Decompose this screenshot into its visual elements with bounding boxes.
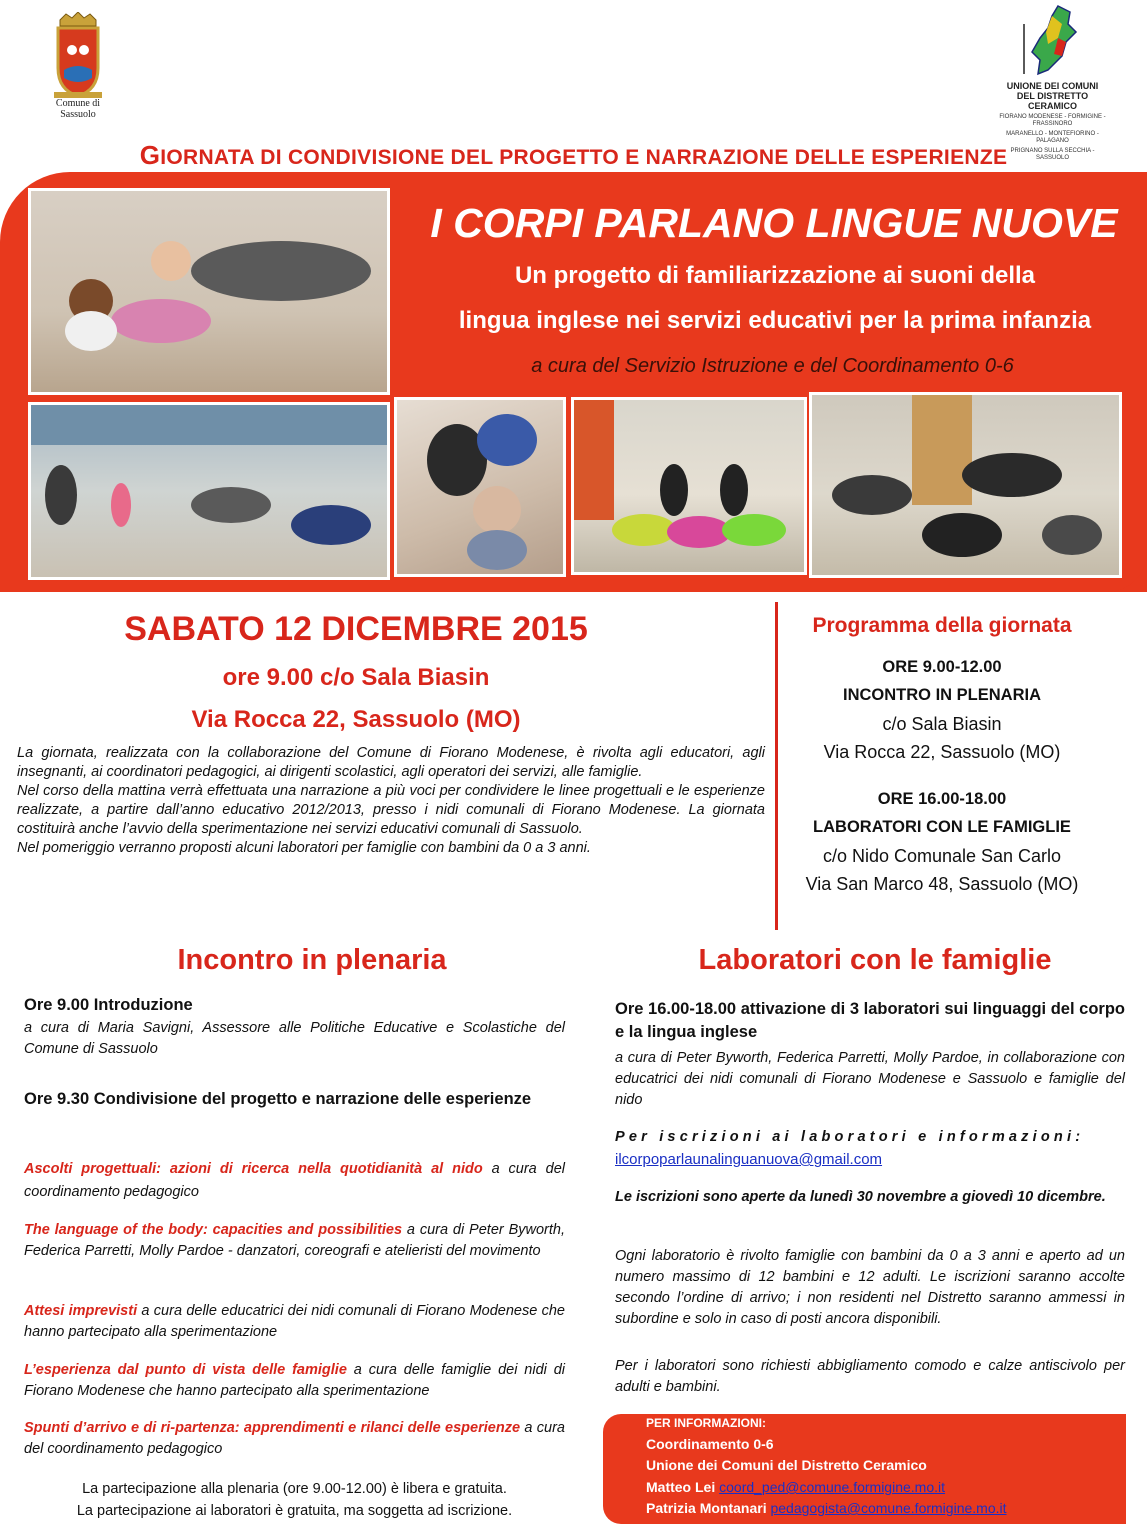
contact-email-link[interactable]: pedagogista@comune.formigine.mo.it [770, 1500, 1007, 1516]
contacts-label: PER INFORMAZIONI: [646, 1416, 766, 1430]
unione-towns-3: PRIGNANO SULLA SECCHIA - SASSUOLO [1010, 148, 1095, 161]
programma-b-time: ORE 16.00-18.00 [877, 790, 1007, 808]
contact-name: Matteo Lei [646, 1479, 716, 1495]
item-title: L’esperienza dal punto di vista delle famiglie [24, 1362, 347, 1378]
banner-cura: a cura del Servizio Istruzione e del Coordinamento 0-6 [531, 355, 1014, 377]
event-time-place: ore 9.00 c/o Sala Biasin [222, 664, 490, 691]
plenaria-item [24, 1418, 565, 1460]
map-region-icon [1018, 4, 1088, 76]
contacts-org-1: Coordinamento 0-6 [646, 1436, 774, 1452]
crest-caption-2: Sassuolo [60, 109, 96, 120]
subtitle-line-2: lingua inglese nei servizi educativi per la prima infanzia [458, 307, 1092, 334]
unione-line1: UNIONE DEI COMUNI [1006, 81, 1099, 91]
subtitle-line-1: Un progetto di familiarizzazione ai suoni della [514, 262, 1036, 289]
programma-b-place: c/o Nido Comunale San Carlo [822, 846, 1062, 866]
main-title: I CORPI PARLANO LINGUE NUOVE [430, 200, 1118, 246]
laboratori-dress: Per i laboratori sono richiesti abbigliamento comodo e calze antiscivolo per adulti e bambini. [615, 1358, 1125, 1395]
unione-logo [995, 4, 1110, 162]
plenaria-cond-title: Ore 9.30 Condivisione del progetto e narrazione delle esperienze [24, 1090, 532, 1108]
tagline-rest: IORNATA DI CONDIVISIONE DEL PROGETTO E NARRAZIONE DELLE ESPERIENZE [160, 146, 1008, 169]
plenaria-heading: Incontro in plenaria [177, 944, 447, 976]
programma-b-address: Via San Marco 48, Sassuolo (MO) [805, 874, 1079, 894]
programma-a-address: Via Rocca 22, Sassuolo (MO) [823, 742, 1061, 762]
programma-a-title: INCONTRO IN PLENARIA [843, 686, 1041, 704]
plenaria-item [24, 1158, 565, 1204]
item-title: Attesi imprevisti [24, 1303, 138, 1319]
intro-paragraph: La giornata, realizzata con la collaborazione del Comune di Fiorano Modenese, è rivolta agli educatori, agli insegnanti, ai coordinatori pedagogici, ai dirigenti scolastici, agli operatori dei servizi, alle famiglie. [17, 745, 765, 780]
item-by: a cura delle famiglie dei nidi di Fiorano Modenese che hanno partecipato alla sperimentazione [24, 1362, 565, 1399]
intro-paragraph: Nel corso della mattina verrà effettuata una narrazione a più voci per condividere le linee progettuali e le esperienze realizzate, a partire dall’anno educativo 2012/2013, presso i nidi comunali di Fiorano Modenese. La giornata costituirà anche l’avvio della sperimentazione nei servizi educativi comunali di Sassuolo. [17, 783, 765, 837]
crest-caption-1: Comune di [55, 98, 101, 109]
intro-paragraph: Nel pomeriggio verranno proposti alcuni laboratori per famiglie con bambini da 0 a 3 anni. [17, 840, 591, 856]
item-by: a cura delle educatrici dei nidi comunali di Fiorano Modenese che hanno partecipato alla sperimentazione [24, 1303, 565, 1340]
programma-a-time: ORE 9.00-12.00 [882, 658, 1002, 676]
plenaria-intro-by: a cura di Maria Savigni, Assessore alle Politiche Educative e Scolastiche del Comune di Sassuolo [24, 1020, 565, 1057]
footer-line-2: La partecipazione ai laboratori è gratuita, ma soggetta ad iscrizione. [76, 1503, 513, 1519]
laboratori-by: a cura di Peter Byworth, Federica Parretti, Molly Pardoe, in collaborazione con educatrici dei nidi comunali di Fiorano Modenese e Sassuolo e famiglie del nido [615, 1050, 1125, 1108]
laboratori-info: Ogni laboratorio è rivolto famiglie con bambini da 0 a 3 anni e aperto ad un numero massimo di 12 bambini e 12 adulti. Le iscrizioni saranno accolte secondo l’ordine di arrivo; i non residenti nel Distretto saranno ammessi in subordine e solo in caso di posti ancora disponibili. [615, 1248, 1125, 1327]
programma-a-place: c/o Sala Biasin [882, 714, 1002, 734]
plenaria-item [24, 1360, 565, 1402]
iscrizioni-email-link[interactable]: ilcorpoparlaunalinguanuova@gmail.com [615, 1151, 883, 1168]
contacts-box [603, 1414, 1126, 1524]
divider [775, 602, 778, 930]
event-date: SABATO 12 DICEMBRE 2015 [124, 610, 588, 648]
contact-email-link[interactable]: coord_ped@comune.formigine.mo.it [719, 1479, 946, 1495]
contact-name: Patrizia Montanari [646, 1500, 767, 1516]
programma-title: Programma della giornata [812, 614, 1072, 637]
photo-adults-hugging-child [394, 397, 566, 577]
plenaria-intro-title: Ore 9.00 Introduzione [24, 996, 193, 1014]
event-intro [17, 744, 765, 858]
photo-dancers-on-poufs [571, 397, 807, 575]
footer-line-1: La partecipazione alla plenaria (ore 9.00-12.00) è libera e gratuita. [82, 1481, 507, 1497]
programma-b-title: LABORATORI CON LE FAMIGLIE [813, 818, 1071, 836]
crest-icon [50, 12, 106, 98]
contacts-org-2: Unione dei Comuni del Distretto Ceramico [646, 1457, 927, 1473]
item-title: Ascolti progettuali: azioni di ricerca nella quotidianità al nido [24, 1161, 483, 1177]
unione-towns-2: MARANELLO - MONTEFIORINO - PALAGANO [1006, 131, 1099, 144]
photo-group-bending [809, 392, 1122, 578]
plenaria-item [24, 1301, 565, 1343]
item-by: a cura di Peter Byworth, Federica Parretti, Molly Pardoe - danzatori, coreografi e atelieristi del movimento [24, 1222, 565, 1259]
event-tagline [0, 140, 1147, 171]
tagline-initial: G [139, 140, 161, 170]
unione-line2: DEL DISTRETTO [1016, 91, 1089, 101]
iscrizioni-dates: Le iscrizioni sono aperte da lunedì 30 novembre a giovedì 10 dicembre. [615, 1189, 1106, 1205]
unione-line3: CERAMICO [1028, 101, 1077, 111]
laboratori-heading: Laboratori con le famiglie [698, 944, 1052, 976]
iscrizioni-label: Per iscrizioni ai laboratori e informazioni: [615, 1129, 1085, 1145]
item-title: The language of the body: capacities and possibilities [24, 1222, 403, 1238]
item-by: a cura del coordinamento pedagogico [24, 1420, 565, 1457]
photo-children-gym [28, 402, 390, 580]
laboratori-title: Ore 16.00-18.00 attivazione di 3 laboratori sui linguaggi del corpo e la lingua inglese [615, 1000, 1125, 1041]
photo-crawling-adult-children [28, 188, 390, 395]
unione-towns-1: FIORANO MODENESE - FORMIGINE - FRASSINORO [999, 114, 1106, 127]
item-title: Spunti d’arrivo e di ri-partenza: apprendimenti e rilanci delle esperienze [24, 1420, 521, 1436]
plenaria-item [24, 1220, 565, 1262]
item-by: a cura del coordinamento pedagogico [24, 1161, 565, 1200]
sassuolo-crest [48, 12, 108, 120]
event-address: Via Rocca 22, Sassuolo (MO) [191, 706, 521, 733]
